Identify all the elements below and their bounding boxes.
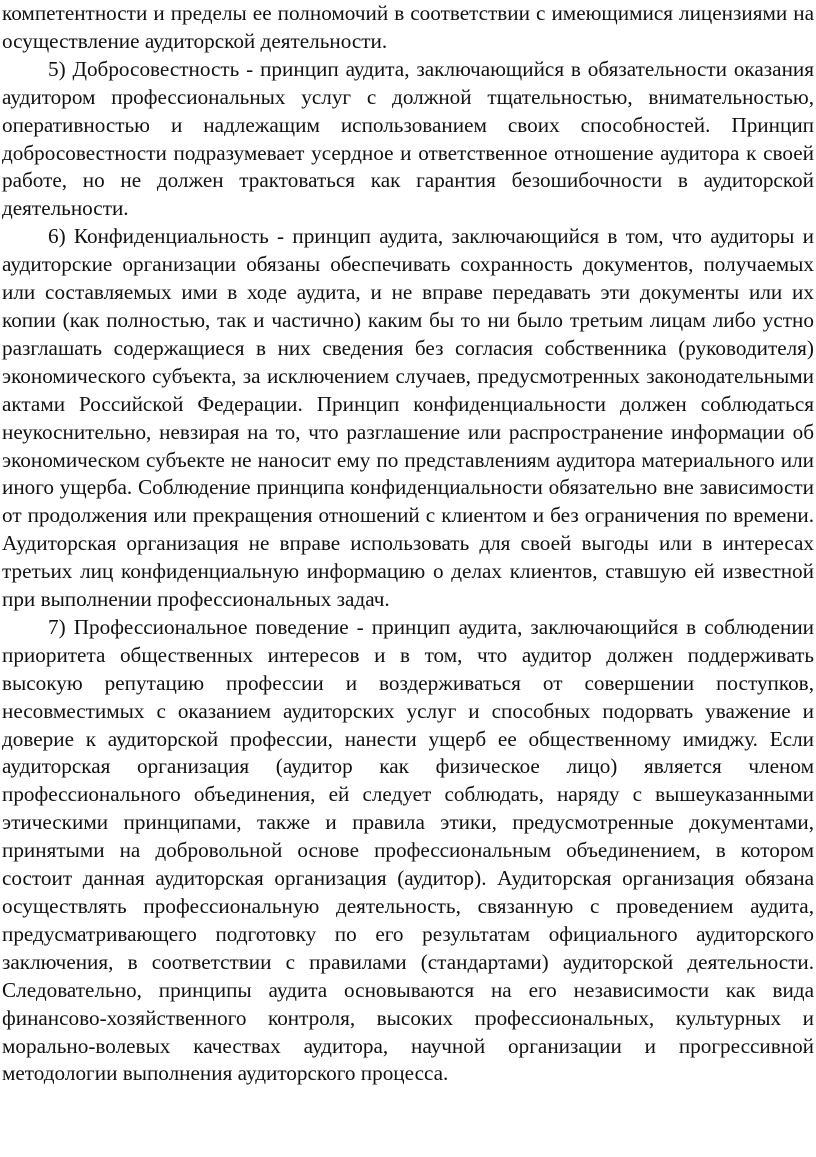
paragraph-good-faith: 5) Добросовестность - принцип аудита, заключающийся в обязательности оказания аудитором профессиональных услуг с должной тщательностью, внимательностью, оперативностью и надлежащим использованием своих способностей. Принцип добросовестности подразумевает усердное и ответственное отношение аудитора к своей работе, но не должен трактоваться как гарантия безошибочности в аудиторской деятельности. bbox=[2, 56, 814, 221]
paragraph-continuation: компетентности и пределы ее полномочий в соответствии с имеющимися лицензиями на осуществление аудиторской деятельности. bbox=[2, 1, 814, 53]
paragraph-confidentiality: 6) Конфиденциальность - принцип аудита, заключающийся в том, что аудиторы и аудиторские организации обязаны обеспечивать сохранность документов, получаемых или составляемых ими в ходе аудита, и не вправе передавать эти документы или их копии (как полностью, так и частично) каким бы то ни было третьим лицам либо устно разглашать содержащиеся в них сведения без согласия собственника (руководителя) экономического субъекта, за исключением случаев, предусмотренных законодательными актами Российской Федерации. Принцип конфиденциальности должен соблюдаться неукоснительно, невзирая на то, что разглашение или распространение информации об экономическом субъекте не наносит ему по представлениям аудитора материального или иного ущерба. Соблюдение принципа конфиденциальности обязательно вне зависимости от продолжения или прекращения отношений с клиентом и без ограничения по времени. Аудиторская организация не вправе использовать для своей выгоды или в интересах третьих лиц конфиденциальную информацию о делах клиентов, ставшую ей известной при выполнении профессиональных задач. bbox=[2, 224, 814, 612]
paragraph-professional-behavior: 7) Профессиональное поведение - принцип аудита, заключающийся в соблюдении приоритета общественных интересов и в том, что аудитор должен поддерживать высокую репутацию профессии и воздерживаться от совершении поступков, несовместимых с оказанием аудиторских услуг и способных подорвать уважение и доверие к аудиторской профессии, нанести ущерб ее общественному имиджу. Если аудиторская организация (аудитор как физическое лицо) является членом профессионального объединения, ей следует соблюдать, наряду с вышеуказанными этическими принципами, также и правила этики, предусмотренные документами, принятыми на добровольной основе профессиональным объединением, в котором состоит данная аудиторская организация (аудитор). Аудиторская организация обязана осуществлять профессиональную деятельность, связанную с проведением аудита, предусматривающего подготовку по его результатам официального аудиторского заключения, в соответствии с правилами (стандартами) аудиторской деятельности. Следовательно, принципы аудита основываются на его независимости как вида финансово-хозяйственного контроля, высоких профессиональных, культурных и морально-волевых качествах аудитора, научной организации и прогрессивной методологии выполнения аудиторского процесса. bbox=[2, 614, 814, 1086]
